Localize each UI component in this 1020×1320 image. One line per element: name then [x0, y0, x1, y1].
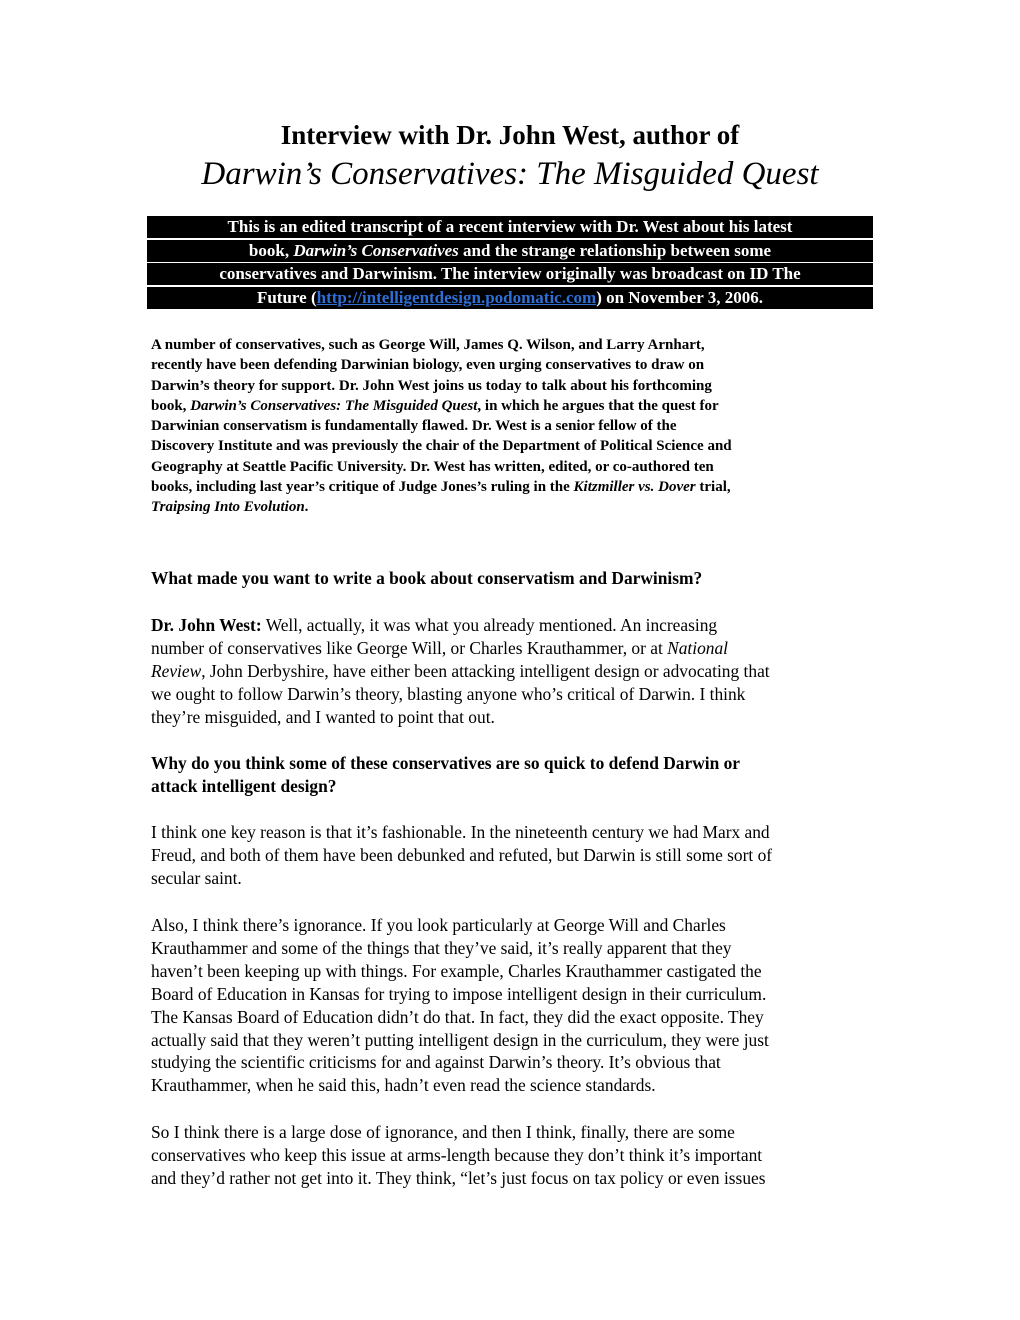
- answer-text: number of conservatives like George Will, or Charles Krauthammer, or at: [151, 637, 668, 658]
- intro-line: Darwinian conservatism is fundamentally flawed. Dr. West is a senior fellow of the: [151, 418, 677, 435]
- paragraph-line: Board of Education in Kansas for trying to impose intelligent design in their curriculum.: [151, 983, 767, 1004]
- intro-line: Darwin’s theory for support. Dr. John West joins us today to talk about his forthcoming: [151, 377, 712, 394]
- banner-book-title: Darwin’s Conservatives: [293, 240, 459, 260]
- banner-text: and the strange relationship between some: [458, 240, 772, 260]
- banner-line-4: [147, 287, 873, 309]
- intro-line: recently have been defending Darwinian biology, even urging conservatives to draw on: [151, 357, 705, 374]
- intro-text: , in which he argues that the quest for: [477, 397, 719, 414]
- intro-line: A number of conservatives, such as George Will, James Q. Wilson, and Larry Arnhart,: [151, 337, 705, 353]
- banner-text: ) on November 3, 2006.: [596, 287, 764, 307]
- title-line-2-book-title: Darwin’s Conservatives: The Misguided Quest: [201, 156, 819, 192]
- answer-text: Well, actually, it was what you already mentioned. An increasing: [261, 615, 718, 635]
- intro-paragraph: [151, 335, 876, 518]
- paragraph-ignorance: [151, 914, 876, 1097]
- intro-case-name: Kitzmiller vs. Dover: [573, 479, 696, 496]
- paragraph-line: Krauthammer, when he said this, hadn’t even read the science standards.: [151, 1075, 656, 1096]
- answer-line: [151, 660, 876, 683]
- question-line: What made you want to write a book about conservatism and Darwinism?: [151, 568, 703, 588]
- banner-line-1: This is an edited transcript of a recent interview with Dr. West about his latest: [147, 216, 873, 238]
- title-line-1: Interview with Dr. John West, author of: [280, 120, 740, 150]
- paragraph-line: conservatives who keep this issue at arms-length because they don’t think it’s important: [151, 1144, 763, 1165]
- document-title: [150, 118, 870, 195]
- question-1: [151, 567, 876, 590]
- intro-line: Geography at Seattle Pacific University. Dr. West has written, edited, or co-authored ten: [151, 458, 714, 475]
- transcript-note-banner: [147, 216, 873, 310]
- intro-line: [151, 497, 876, 517]
- intro-text: book,: [151, 397, 191, 414]
- paragraph-fashionable: [151, 821, 876, 890]
- paragraph-line: So I think there is a large dose of ignorance, and then I think, finally, there are some: [151, 1122, 735, 1142]
- paragraph-line: Freud, and both of them have been debunked and refuted, but Darwin is still some sort of: [151, 844, 773, 865]
- answer-line: they’re misguided, and I wanted to point that out.: [151, 706, 495, 727]
- banner-line-2: [147, 240, 873, 262]
- banner-line-3: conservatives and Darwinism. The interview originally was broadcast on ID The: [147, 263, 873, 285]
- answer-text: , John Derbyshire, have either been attacking intelligent design or advocating that: [201, 660, 770, 681]
- answer-line: [151, 614, 876, 637]
- paragraph-arms-length: [151, 1121, 876, 1190]
- intro-book-title-2: Traipsing Into Evolution: [151, 499, 305, 516]
- magazine-title: Review: [151, 660, 202, 681]
- speaker-label: Dr. John West:: [151, 615, 262, 635]
- paragraph-line: and they’d rather not get into it. They think, “let’s just focus on tax policy or even issues: [151, 1167, 766, 1188]
- paragraph-line: The Kansas Board of Education didn’t do that. In fact, they did the exact opposite. They: [151, 1006, 764, 1027]
- intro-line: [151, 477, 876, 497]
- answer-line: [151, 637, 876, 660]
- answer-line: we ought to follow Darwin’s theory, blasting anyone who’s critical of Darwin. I think: [151, 683, 746, 704]
- banner-text: Future (: [256, 287, 317, 307]
- answer-1-paragraph: [151, 614, 876, 729]
- intro-line: [151, 396, 876, 416]
- intro-text: .: [304, 499, 309, 516]
- intro-text: books, including last year’s critique of Judge Jones’s ruling in the: [151, 479, 574, 496]
- question-line: attack intelligent design?: [151, 775, 337, 796]
- intro-line: Discovery Institute and was previously the chair of the Department of Political Science and: [151, 438, 732, 455]
- paragraph-line: Krauthammer and some of the things that they’ve said, it’s really apparent that they: [151, 937, 732, 958]
- paragraph-line: I think one key reason is that it’s fashionable. In the nineteenth century we had Marx and: [151, 822, 770, 842]
- intro-text: trial,: [695, 479, 731, 496]
- paragraph-line: Also, I think there’s ignorance. If you look particularly at George Will and Charles: [151, 915, 726, 935]
- question-line: Why do you think some of these conservatives are so quick to defend Darwin or: [151, 753, 741, 773]
- podomatic-link[interactable]: http://intelligentdesign.podomatic.com: [316, 287, 597, 307]
- paragraph-line: actually said that they weren’t putting intelligent design in the curriculum, they were just: [151, 1029, 769, 1050]
- magazine-title: National: [667, 637, 729, 658]
- paragraph-line: studying the scientific criticisms for and against Darwin’s theory. It’s obvious that: [151, 1052, 721, 1073]
- intro-book-title: Darwin’s Conservatives: The Misguided Quest: [190, 397, 478, 414]
- question-2: [151, 752, 876, 798]
- paragraph-line: secular saint.: [151, 867, 242, 888]
- banner-text: book,: [248, 240, 294, 260]
- paragraph-line: haven’t been keeping up with things. For example, Charles Krauthammer castigated the: [151, 960, 762, 981]
